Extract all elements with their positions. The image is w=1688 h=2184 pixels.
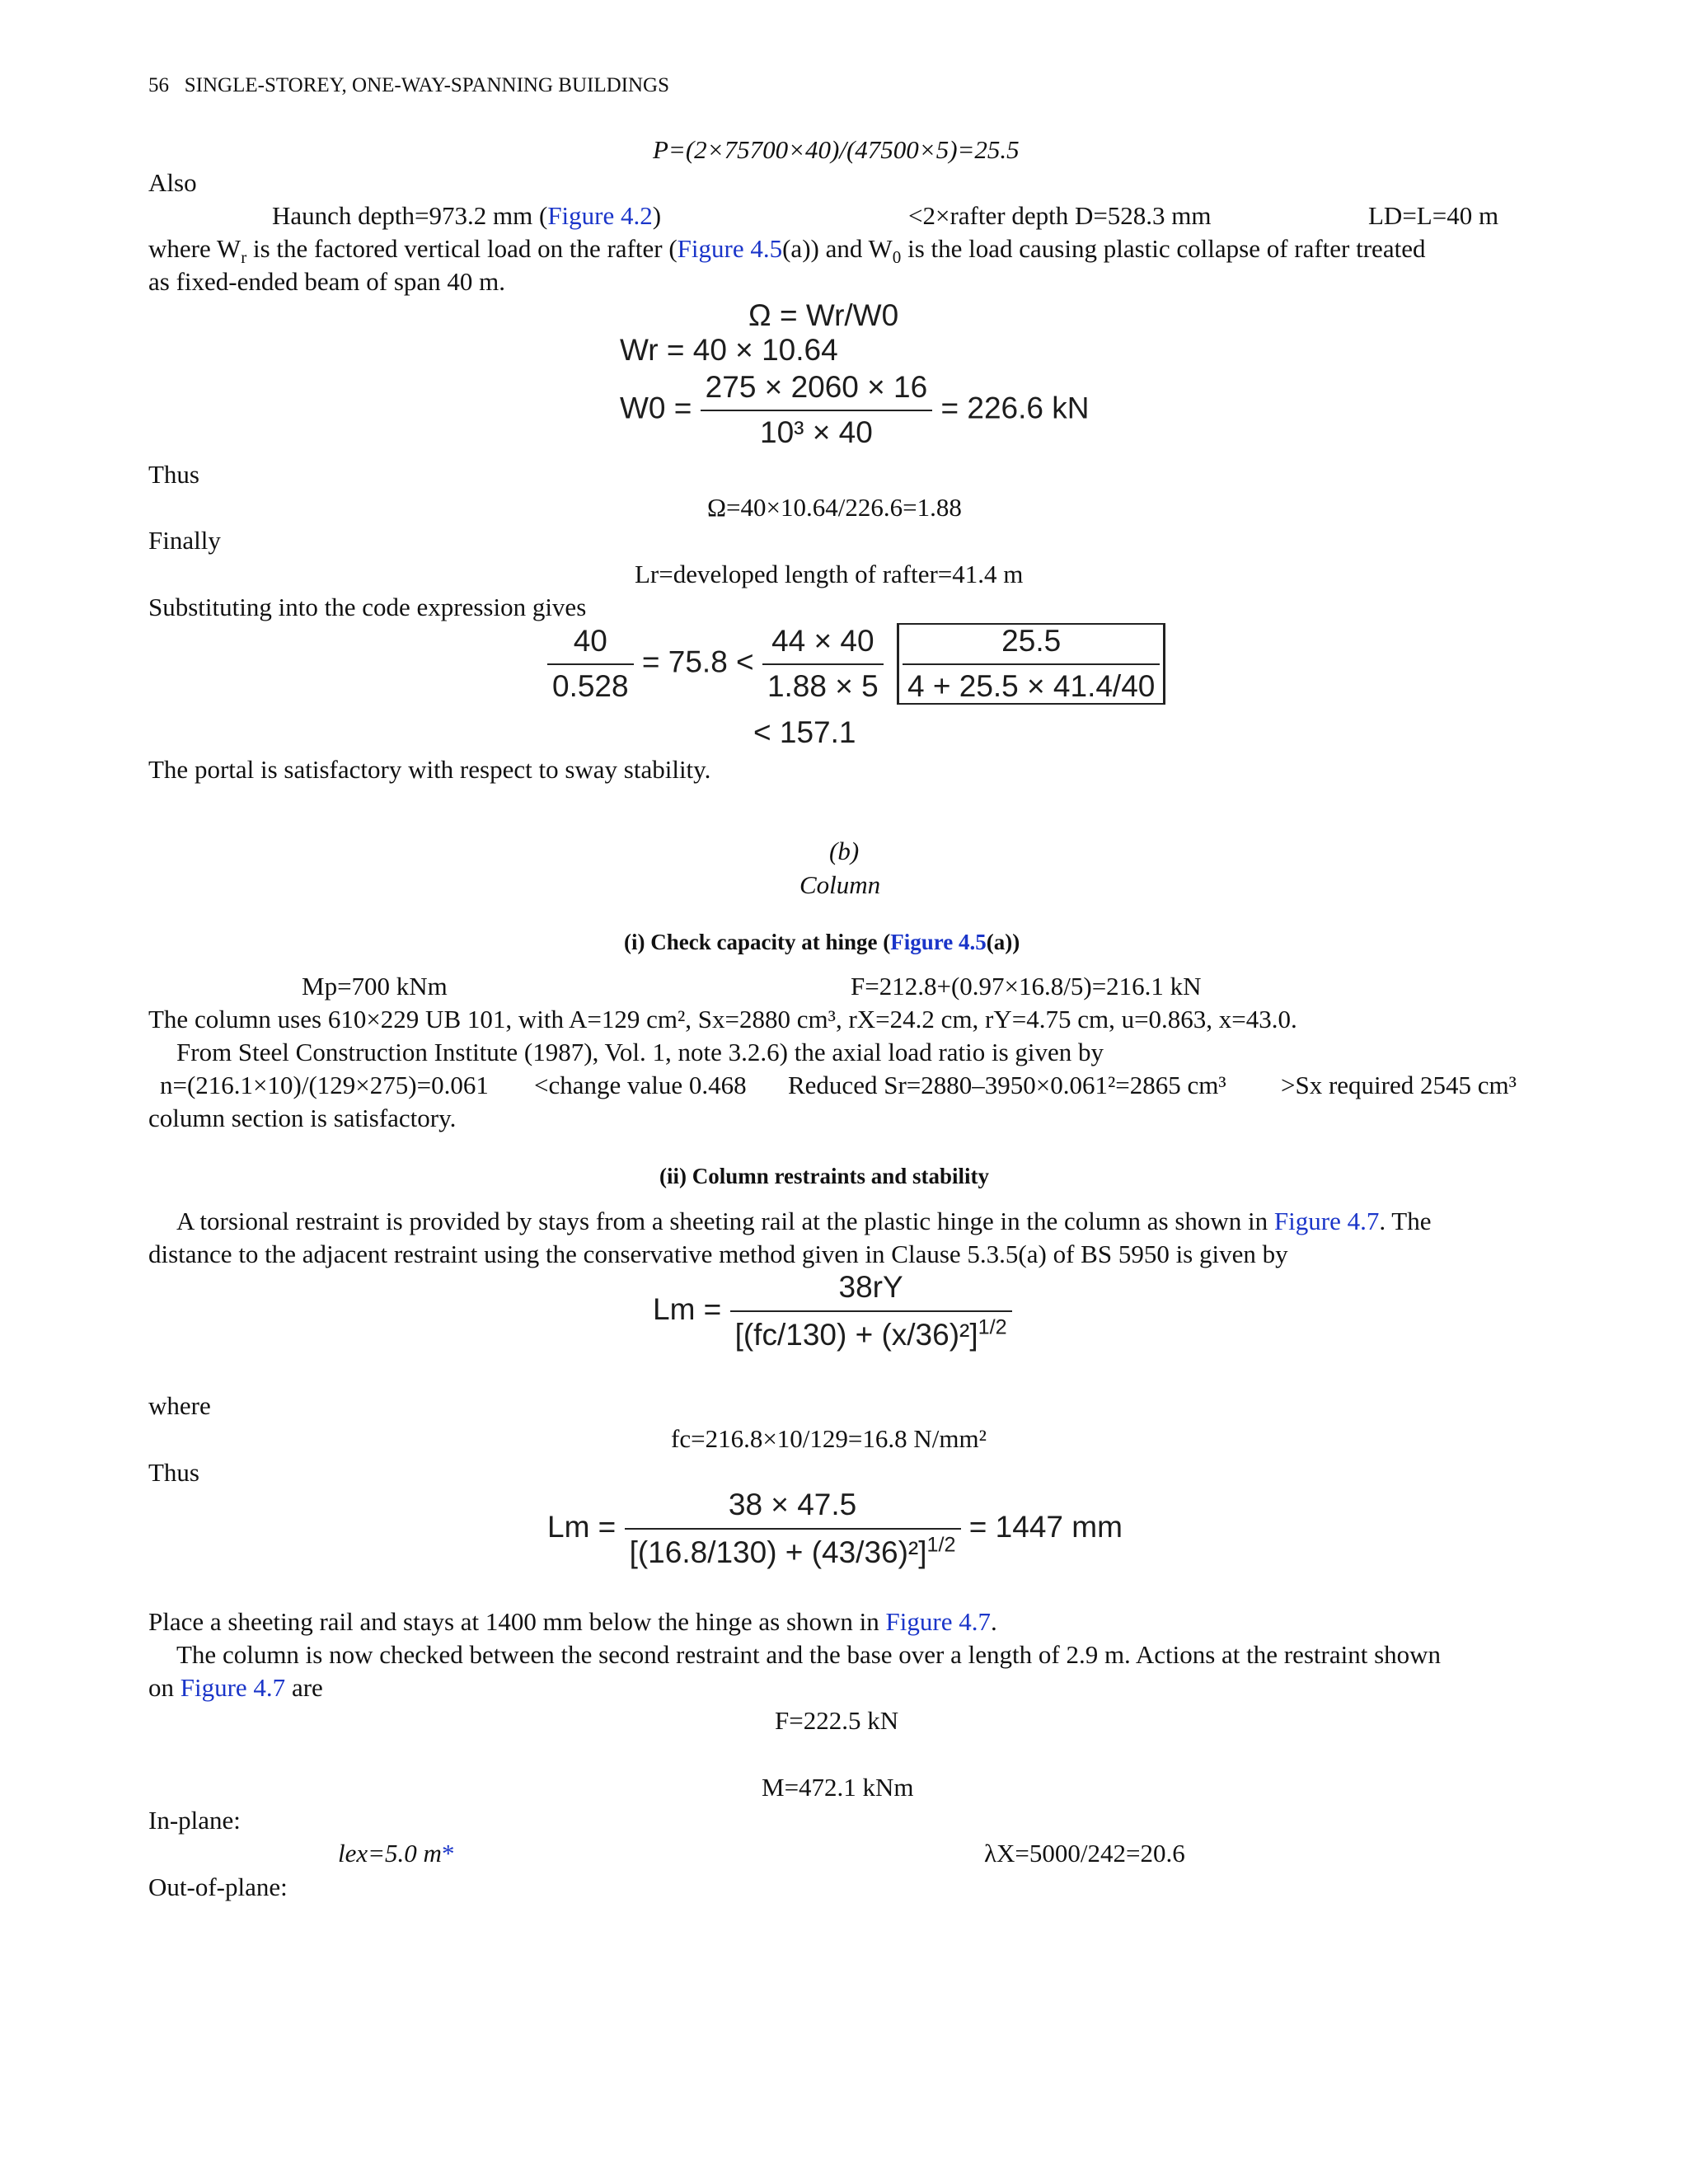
fc-equation: fc=216.8×10/129=16.8 N/mm² — [671, 1424, 987, 1453]
lr-equation: Lr=developed length of rafter=41.4 m — [635, 560, 1024, 588]
where-line-2: as fixed-ended beam of span 40 m. — [148, 267, 506, 296]
f-value: F=222.5 kN — [775, 1706, 899, 1735]
sway-conclusion: The portal is satisfactory with respect to sway stability. — [148, 755, 711, 784]
figure-4-7-link-2[interactable]: Figure 4.7 — [885, 1607, 991, 1636]
checked-line-2: on Figure 4.7 are — [148, 1673, 323, 1702]
section-satisfactory: column section is satisfactory. — [148, 1104, 457, 1132]
place-rail-line: Place a sheeting rail and stays at 1400 mm below the hinge as shown in Figure 4.7. — [148, 1607, 997, 1636]
heading-restraints: (ii) Column restraints and stability — [659, 1164, 990, 1188]
running-header — [148, 75, 669, 96]
section-label-b: (b) — [829, 837, 860, 865]
figure-4-7-link-3[interactable]: Figure 4.7 — [180, 1673, 286, 1702]
running-title: SINGLE-STOREY, ONE-WAY-SPANNING BUILDINGS — [184, 74, 669, 96]
lambda-x: λX=5000/242=20.6 — [984, 1839, 1185, 1868]
code-expression: $\frac{40}{0.528}$ = 75.8 < $\frac{44 \times 40}{1.88 \times 5}$ $\frac{25.5}{4 + 25.5 \times 41.4/40}$ — [547, 623, 1165, 705]
wr-equation: Wr = 40 × 10.64 — [620, 333, 838, 367]
omega-definition: Ω = Wr/W0 — [748, 298, 899, 332]
finally-label: Finally — [148, 526, 221, 555]
w0-equation: W0 = $\frac{275 \times 2060 \times 16}{\text{10³ × 40}}$ = 226.6 kN — [620, 370, 1090, 449]
m-value: M=472.1 kNm — [762, 1773, 914, 1802]
rafter-depth: <2×rafter depth D=528.3 mm — [908, 201, 1212, 230]
thus-label: Thus — [148, 460, 199, 489]
haunch-line: Haunch depth=973.2 mm (Figure 4.2) — [272, 201, 662, 230]
section-properties-line: The column uses 610×229 UB 101, with A=129 cm², Sx=2880 cm³, rX=24.2 cm, rY=4.75 cm, u=0.863, x=43.0. — [148, 1005, 1297, 1033]
reduced-sr: Reduced Sr=2880–3950×0.061²=2865 cm³ — [788, 1071, 1226, 1099]
p-equation: P=(2×75700×40)/(47500×5)=25.5 — [653, 135, 1020, 164]
thus-label-2: Thus — [148, 1458, 199, 1487]
omega-equation: Ω=40×10.64/226.6=1.88 — [707, 493, 962, 522]
substituting-line: Substituting into the code expression gives — [148, 593, 587, 621]
figure-4-2-link[interactable]: Figure 4.2 — [547, 201, 653, 230]
sx-required: >Sx required 2545 cm³ — [1281, 1071, 1517, 1099]
where-line: where $W_r$ is the factored vertical load on the rafter (Figure 4.5(a)) and $W_0$ is the load causing plastic collapse of rafter treated — [148, 234, 1426, 268]
lm-formula: Lm = $\frac{38rY}{[(fc/130) + (x/36)^2]^{1/2}}$ — [653, 1269, 1012, 1354]
also-label: Also — [148, 168, 197, 197]
mp-value: Mp=700 kNm — [302, 972, 448, 1001]
section-title-column: Column — [799, 870, 881, 899]
sci-line: From Steel Construction Institute (1987), Vol. 1, note 3.2.6) the axial load ratio is given by — [176, 1038, 1104, 1066]
f-equation: F=212.8+(0.97×16.8/5)=216.1 kN — [851, 972, 1202, 1001]
where-label: where — [148, 1391, 211, 1420]
figure-4-5-link[interactable]: Figure 4.5 — [677, 234, 783, 263]
change-value: <change value 0.468 — [534, 1071, 747, 1099]
heading-check-capacity: (i) Check capacity at hinge (Figure 4.5(a)) — [624, 930, 1020, 954]
n-equation: n=(216.1×10)/(129×275)=0.061 — [160, 1071, 489, 1099]
footnote-marker[interactable]: * — [441, 1839, 455, 1868]
figure-4-7-link[interactable]: Figure 4.7 — [1273, 1207, 1380, 1235]
code-result: < 157.1 — [753, 715, 856, 749]
figure-4-5-link-2[interactable]: Figure 4.5 — [890, 930, 987, 954]
torsion-line-2: distance to the adjacent restraint using the conservative method given in Clause 5.3.5(a) of BS 5950 is given by — [148, 1240, 1288, 1268]
out-of-plane-label: Out-of-plane: — [148, 1872, 288, 1901]
checked-line: The column is now checked between the second restraint and the base over a length of 2.9 m. Actions at the restraint shown — [176, 1640, 1442, 1669]
ld-equation: LD=L=40 m — [1368, 201, 1499, 230]
torsion-line: A torsional restraint is provided by stays from a sheeting rail at the plastic hinge in the column as shown in Figure 4.7. The — [176, 1207, 1432, 1235]
in-plane-label: In-plane: — [148, 1806, 241, 1835]
page-number: 56 — [148, 74, 169, 96]
lex-value: lex=5.0 m* — [338, 1839, 455, 1868]
lm-numeric: Lm = $\frac{38 \times 47.5}{[(16.8/130) + (43/36)^2]^{1/2}}$ = 1447 mm — [547, 1487, 1123, 1572]
